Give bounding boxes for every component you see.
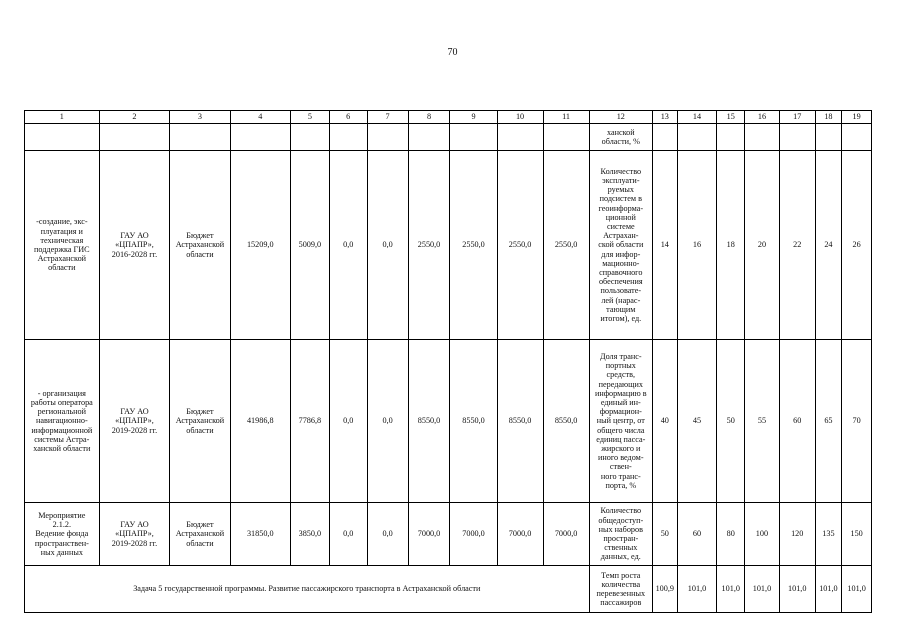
header-cell: 15	[717, 111, 745, 124]
value-cell: 3850,0	[290, 503, 329, 566]
task-row	[25, 566, 872, 613]
header-cell: 5	[290, 111, 329, 124]
empty-cell	[543, 124, 589, 151]
value-cell: 7000,0	[450, 503, 497, 566]
funding-source-cell: Бюджет Астраханской области	[170, 151, 230, 340]
value-cell: 101,0	[779, 566, 815, 613]
value-cell: 80	[717, 503, 745, 566]
value-cell: 150	[842, 503, 872, 566]
empty-cell	[779, 124, 815, 151]
value-cell: 2550,0	[450, 151, 497, 340]
value-cell: 5009,0	[290, 151, 329, 340]
table-row	[25, 151, 872, 340]
value-cell: 101,0	[815, 566, 842, 613]
empty-cell	[329, 124, 367, 151]
continuation-row	[25, 124, 872, 151]
table-row	[25, 503, 872, 566]
header-cell: 6	[329, 111, 367, 124]
value-cell: 8550,0	[543, 340, 589, 503]
empty-cell	[815, 124, 842, 151]
value-cell: 0,0	[367, 503, 408, 566]
header-cell: 16	[745, 111, 780, 124]
empty-cell	[677, 124, 717, 151]
value-cell: 0,0	[329, 340, 367, 503]
value-cell: 60	[677, 503, 717, 566]
value-cell: 101,0	[745, 566, 780, 613]
header-cell: 10	[497, 111, 543, 124]
value-cell: 26	[842, 151, 872, 340]
value-cell: 8550,0	[497, 340, 543, 503]
value-cell: 55	[745, 340, 780, 503]
funding-source-cell: Бюджет Астраханской области	[170, 503, 230, 566]
value-cell: 100,9	[653, 566, 678, 613]
value-cell: 0,0	[329, 151, 367, 340]
value-cell: 120	[779, 503, 815, 566]
header-cell: 1	[25, 111, 100, 124]
value-cell: 2550,0	[543, 151, 589, 340]
value-cell: 101,0	[717, 566, 745, 613]
value-cell: 101,0	[677, 566, 717, 613]
empty-cell	[497, 124, 543, 151]
value-cell: 7786,8	[290, 340, 329, 503]
value-cell: 15209,0	[230, 151, 290, 340]
header-cell: 2	[99, 111, 170, 124]
value-cell: 65	[815, 340, 842, 503]
indicator-cell: Темп роста количества перевезенных пассажиров	[589, 566, 652, 613]
value-cell: 0,0	[367, 340, 408, 503]
activity-cell: -создание, экс- плуатация и техническая поддержка ГИС Астраханской области	[25, 151, 100, 340]
page-number: 70	[447, 47, 458, 58]
value-cell: 50	[717, 340, 745, 503]
value-cell: 101,0	[842, 566, 872, 613]
header-cell: 11	[543, 111, 589, 124]
executor-cell: ГАУ АО «ЦПАПР», 2019-2028 гг.	[99, 503, 170, 566]
value-cell: 18	[717, 151, 745, 340]
value-cell: 14	[653, 151, 678, 340]
empty-cell	[230, 124, 290, 151]
executor-cell: ГАУ АО «ЦПАПР», 2016-2028 гг.	[99, 151, 170, 340]
empty-cell	[170, 124, 230, 151]
activity-cell: Мероприятие 2.1.2. Ведение фонда пространствен- ных данных	[25, 503, 100, 566]
value-cell: 0,0	[329, 503, 367, 566]
header-cell: 3	[170, 111, 230, 124]
value-cell: 2550,0	[497, 151, 543, 340]
value-cell: 22	[779, 151, 815, 340]
value-cell: 135	[815, 503, 842, 566]
indicator-cell: Количество общедоступ- ных наборов простран- ственных данных, ед.	[589, 503, 652, 566]
value-cell: 70	[842, 340, 872, 503]
empty-cell	[99, 124, 170, 151]
header-cell: 17	[779, 111, 815, 124]
indicator-cell: Доля транс- портных средств, передающих информацию в единый ин- формацион- ный центр, от общего числа единиц пасса- жирского и иного ведом- ствен- ного транс- порта, %	[589, 340, 652, 503]
header-cell: 18	[815, 111, 842, 124]
value-cell: 8550,0	[450, 340, 497, 503]
value-cell: 20	[745, 151, 780, 340]
header-cell: 13	[653, 111, 678, 124]
value-cell: 7000,0	[408, 503, 450, 566]
empty-cell	[653, 124, 678, 151]
indicator-cell: Количество эксплуати- руемых подсистем в геоинформа- ционной системе Астрахан- ской области для инфор- мационно- справочного обеспечения пользовате- лей (нарас- тающим итогом), ед.	[589, 151, 652, 340]
header-cell: 19	[842, 111, 872, 124]
value-cell: 7000,0	[497, 503, 543, 566]
value-cell: 16	[677, 151, 717, 340]
empty-cell	[717, 124, 745, 151]
header-cell: 9	[450, 111, 497, 124]
value-cell: 100	[745, 503, 780, 566]
value-cell: 0,0	[367, 151, 408, 340]
value-cell: 60	[779, 340, 815, 503]
empty-cell	[25, 124, 100, 151]
activity-cell: - организация работы оператора региональной навигационно- информационной системы Астра- ханской области	[25, 340, 100, 503]
empty-cell	[842, 124, 872, 151]
value-cell: 2550,0	[408, 151, 450, 340]
empty-cell	[290, 124, 329, 151]
header-cell: 14	[677, 111, 717, 124]
value-cell: 41986,8	[230, 340, 290, 503]
value-cell: 24	[815, 151, 842, 340]
executor-cell: ГАУ АО «ЦПАПР», 2019-2028 гг.	[99, 340, 170, 503]
value-cell: 45	[677, 340, 717, 503]
value-cell: 31850,0	[230, 503, 290, 566]
funding-source-cell: Бюджет Астраханской области	[170, 340, 230, 503]
header-cell: 12	[589, 111, 652, 124]
empty-cell	[367, 124, 408, 151]
empty-cell	[408, 124, 450, 151]
task-title: Задача 5 государственной программы. Развитие пассажирского транспорта в Астраханской области	[25, 566, 590, 613]
value-cell: 50	[653, 503, 678, 566]
header-cell: 7	[367, 111, 408, 124]
value-cell: 7000,0	[543, 503, 589, 566]
value-cell: 8550,0	[408, 340, 450, 503]
header-row	[25, 111, 872, 124]
program-table	[24, 110, 872, 613]
value-cell: 40	[653, 340, 678, 503]
empty-cell	[450, 124, 497, 151]
table-row	[25, 340, 872, 503]
indicator-cell: ханской области, %	[589, 124, 652, 151]
header-cell: 4	[230, 111, 290, 124]
header-cell: 8	[408, 111, 450, 124]
empty-cell	[745, 124, 780, 151]
